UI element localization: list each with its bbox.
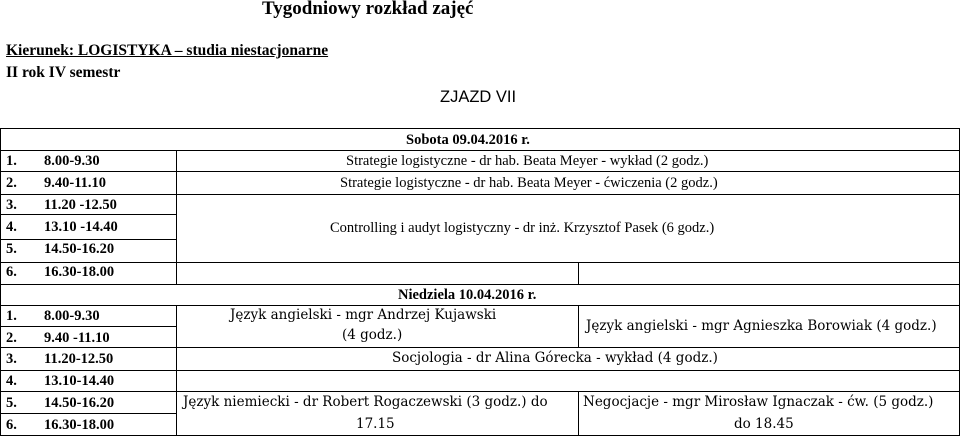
sunday-english-kujawski-hours: (4 godz.) <box>342 327 403 343</box>
sunday-row-6-no: 6. <box>6 417 17 433</box>
saturday-row-5-time: 14.50-16.20 <box>44 241 115 257</box>
saturday-row-1-no: 1. <box>6 153 17 169</box>
saturday-row-3-no: 3. <box>6 197 17 213</box>
sunday-row-3-time: 11.20-12.50 <box>44 351 114 367</box>
saturday-row-5-no: 5. <box>6 241 17 257</box>
saturday-row-2-time: 9.40-11.10 <box>44 175 107 191</box>
sunday-row-1-no: 1. <box>6 308 17 324</box>
sunday-english-borowiak: Język angielski - mgr Agnieszka Borowiak (4 godz.) <box>586 318 937 334</box>
saturday-row-3-time: 11.20 -12.50 <box>44 197 117 213</box>
saturday-row-6-no: 6. <box>6 264 17 280</box>
sunday-row-4-time: 13.10-14.40 <box>44 373 115 389</box>
saturday-controlling: Controlling i audyt logistyczny - dr inż. Krzysztof Pasek (6 godz.) <box>330 220 715 236</box>
department-line: Kierunek: LOGISTYKA – studia niestacjonarne <box>6 42 329 59</box>
sunday-negotiations-until: do 18.45 <box>734 416 794 432</box>
saturday-strategy-lecture: Strategie logistyczne - dr hab. Beata Meyer - wykład (2 godz.) <box>346 153 709 169</box>
sunday-german: Język niemiecki - dr Robert Rogaczewski (3 godz.) do <box>183 394 548 410</box>
sunday-row-1-time: 8.00-9.30 <box>44 308 100 324</box>
sunday-sociology: Socjologia - dr Alina Górecka - wykład (4 godz.) <box>392 350 718 366</box>
zjazd-label: ZJAZD VII <box>440 88 517 106</box>
saturday-strategy-exercises: Strategie logistyczne - dr hab. Beata Meyer - ćwiczenia (2 godz.) <box>340 175 718 191</box>
saturday-row-1-time: 8.00-9.30 <box>44 153 100 169</box>
sunday-row-4-no: 4. <box>6 373 17 389</box>
sunday-row-5-time: 14.50-16.20 <box>44 395 115 411</box>
saturday-row-4-no: 4. <box>6 219 17 235</box>
sunday-german-until: 17.15 <box>356 416 395 432</box>
year-semester-line: II rok IV semestr <box>6 64 121 81</box>
sunday-row-2-time: 9.40 -11.10 <box>44 330 110 346</box>
sunday-row-5-no: 5. <box>6 395 17 411</box>
page-title: Tygodniowy rozkład zajęć <box>262 0 474 19</box>
sunday-row-2-no: 2. <box>6 330 17 346</box>
saturday-header: Sobota 09.04.2016 r. <box>406 132 530 148</box>
sunday-row-6-time: 16.30-18.00 <box>44 417 115 433</box>
saturday-row-4-time: 13.10 -14.40 <box>44 219 118 235</box>
sunday-row-3-no: 3. <box>6 351 17 367</box>
saturday-row-2-no: 2. <box>6 175 17 191</box>
sunday-negotiations: Negocjacje - mgr Mirosław Ignaczak - ćw. (5 godz.) <box>583 394 934 410</box>
saturday-row-6-time: 16.30-18.00 <box>44 264 115 280</box>
sunday-header: Niedziela 10.04.2016 r. <box>398 287 537 303</box>
sunday-english-kujawski: Język angielski - mgr Andrzej Kujawski <box>230 307 497 323</box>
